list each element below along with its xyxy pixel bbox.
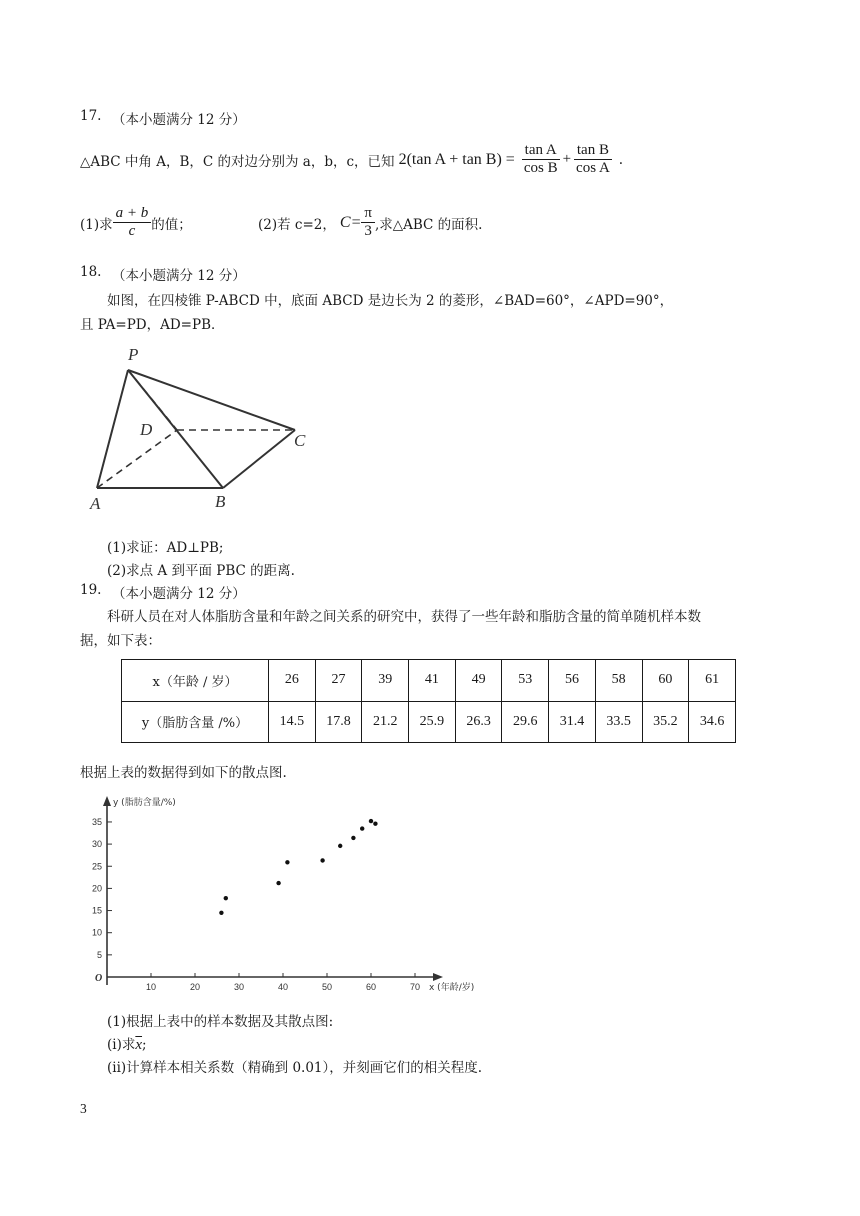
q17-header: （本小题满分 12 分） [112, 112, 246, 128]
q19-header: （本小题满分 12 分） [112, 586, 246, 602]
data-point [320, 858, 324, 862]
y-cell: 26.3 [455, 701, 502, 743]
x-cell: 53 [502, 660, 549, 702]
q18-part2: (2)求点 A 到平面 PBC 的距离. [107, 563, 295, 579]
data-point [369, 819, 373, 823]
y-tick-label: 20 [91, 883, 102, 894]
q17-plus: + [562, 151, 572, 168]
x-tick-label: 30 [233, 982, 245, 992]
q17-frac1-num: tan A [522, 142, 560, 160]
x-cell: 39 [362, 660, 409, 702]
edge-BC [223, 430, 295, 488]
q18-part1: (1)求证：AD⊥PB; [107, 540, 224, 556]
data-point [351, 836, 355, 840]
q19-line1: 科研人员在对人体脂肪含量和年龄之间关系的研究中，获得了一些年龄和脂肪含量的简单随机样本数 [107, 609, 701, 625]
y-tick-label: 35 [91, 816, 102, 827]
x-cell: 26 [269, 660, 316, 702]
q17-end-dot: . [618, 151, 624, 168]
q17-frac1 [521, 142, 561, 178]
label-A: A [90, 494, 101, 513]
q17-part2 [258, 205, 482, 241]
y-cell: 21.2 [362, 701, 409, 743]
edge-PA [97, 370, 128, 488]
y-cell: 14.5 [269, 701, 316, 743]
data-point [360, 826, 364, 830]
y-tick-label: 15 [91, 905, 102, 916]
data-point [373, 822, 377, 826]
q18-line1: 如图，在四棱锥 P-ABCD 中，底面 ABCD 是边长为 2 的菱形，∠BAD=60°，∠APD=90°， [107, 293, 674, 309]
q17-part2-suffix: ,求△ABC 的面积. [374, 216, 483, 233]
data-point [285, 860, 289, 864]
q17-stem [80, 142, 623, 178]
q17-part2-num: π [361, 205, 375, 223]
x-axis-label: x (年龄/岁) [429, 983, 475, 993]
q19-line2: 据，如下表： [80, 633, 161, 649]
q17-part1-num: a + b [113, 205, 152, 223]
x-tick-label: 60 [365, 982, 377, 992]
data-point [224, 896, 228, 900]
y-tick-label: 30 [91, 839, 102, 850]
q19-number: 19. [80, 582, 102, 598]
x-axis-arrow [433, 973, 443, 981]
y-cell: 25.9 [409, 701, 456, 743]
x-bar-symbol: $\overline{x}$ [135, 1037, 143, 1053]
y-cell: 35.2 [642, 701, 689, 743]
q17-frac2-num: tan B [574, 142, 612, 160]
x-header-cell: x（年龄 / 岁） [122, 660, 269, 702]
x-tick-label: 70 [409, 982, 421, 992]
q17-part1-frac [113, 205, 152, 241]
scatter-plot [80, 790, 500, 1000]
label-B: B [215, 492, 226, 511]
data-point [338, 844, 342, 848]
q17-part2-c: C= [339, 213, 362, 231]
table-row-x [122, 660, 736, 702]
y-cell: 31.4 [549, 701, 596, 743]
label-C: C [294, 431, 306, 450]
q17-part2-frac [361, 205, 375, 241]
q17-part1 [80, 205, 192, 241]
y-tick-label: 25 [91, 861, 102, 872]
x-cell: 58 [595, 660, 642, 702]
pyramid-diagram [80, 340, 340, 520]
q18-line2: 且 PA=PD，AD=PB． [80, 317, 225, 333]
data-point [276, 881, 280, 885]
q17-number: 17. [80, 108, 102, 124]
x-cell: 41 [409, 660, 456, 702]
x-cell: 61 [689, 660, 736, 702]
x-tick-label: 50 [321, 982, 333, 992]
data-table [121, 659, 736, 743]
origin-label: O [95, 973, 103, 984]
label-P: P [128, 345, 139, 364]
x-tick-label: 40 [277, 982, 289, 992]
y-header-cell: y（脂肪含量 /%） [122, 701, 269, 743]
x-cell: 56 [549, 660, 596, 702]
q18-number: 18. [80, 264, 102, 280]
x-cell: 49 [455, 660, 502, 702]
x-cell: 60 [642, 660, 689, 702]
x-tick-label: 10 [145, 982, 157, 992]
q17-frac1-den: cos B [523, 160, 558, 177]
q17-stem-prefix: △ABC 中角 A，B，C 的对边分别为 a，b，c，已知 [80, 153, 395, 170]
y-cell: 29.6 [502, 701, 549, 743]
y-cell: 34.6 [689, 701, 736, 743]
table-row-y [122, 701, 736, 743]
y-tick-label: 5 [96, 949, 102, 960]
q17-part1-den: c [128, 223, 136, 240]
page-number: 3 [80, 1101, 87, 1116]
q19-part1-i [107, 1033, 147, 1054]
q19-part1-i-prefix: (i)求 [107, 1037, 136, 1053]
label-D: D [140, 420, 153, 439]
q18-header: （本小题满分 12 分） [112, 268, 246, 284]
scatter-intro: 根据上表的数据得到如下的散点图. [80, 765, 287, 781]
q19-part1-i-suffix: ; [142, 1037, 147, 1053]
q17-part2-den: 3 [364, 223, 372, 240]
y-axis-label: y (脂肪含量/%) [113, 798, 176, 808]
x-cell: 27 [315, 660, 362, 702]
data-point [219, 911, 223, 915]
q17-frac2-den: cos A [576, 160, 610, 177]
y-cell: 17.8 [315, 701, 362, 743]
y-axis-arrow [103, 796, 111, 806]
q17-frac2 [573, 142, 613, 178]
q17-part1-suffix: 的值； [151, 216, 192, 233]
q19-part1: (1)根据上表中的样本数据及其散点图: [107, 1014, 334, 1030]
q17-formula-lhs: 2(tan A + tan B) = [398, 150, 515, 168]
q17-part2-prefix: (2)若 c=2， [258, 216, 336, 233]
q17-part1-prefix: (1)求 [80, 216, 113, 233]
y-tick-label: 10 [91, 927, 102, 938]
x-tick-label: 20 [189, 982, 201, 992]
q19-part1-ii: (ii)计算样本相关系数（精确到 0.01），并刻画它们的相关程度. [107, 1060, 483, 1076]
y-cell: 33.5 [595, 701, 642, 743]
